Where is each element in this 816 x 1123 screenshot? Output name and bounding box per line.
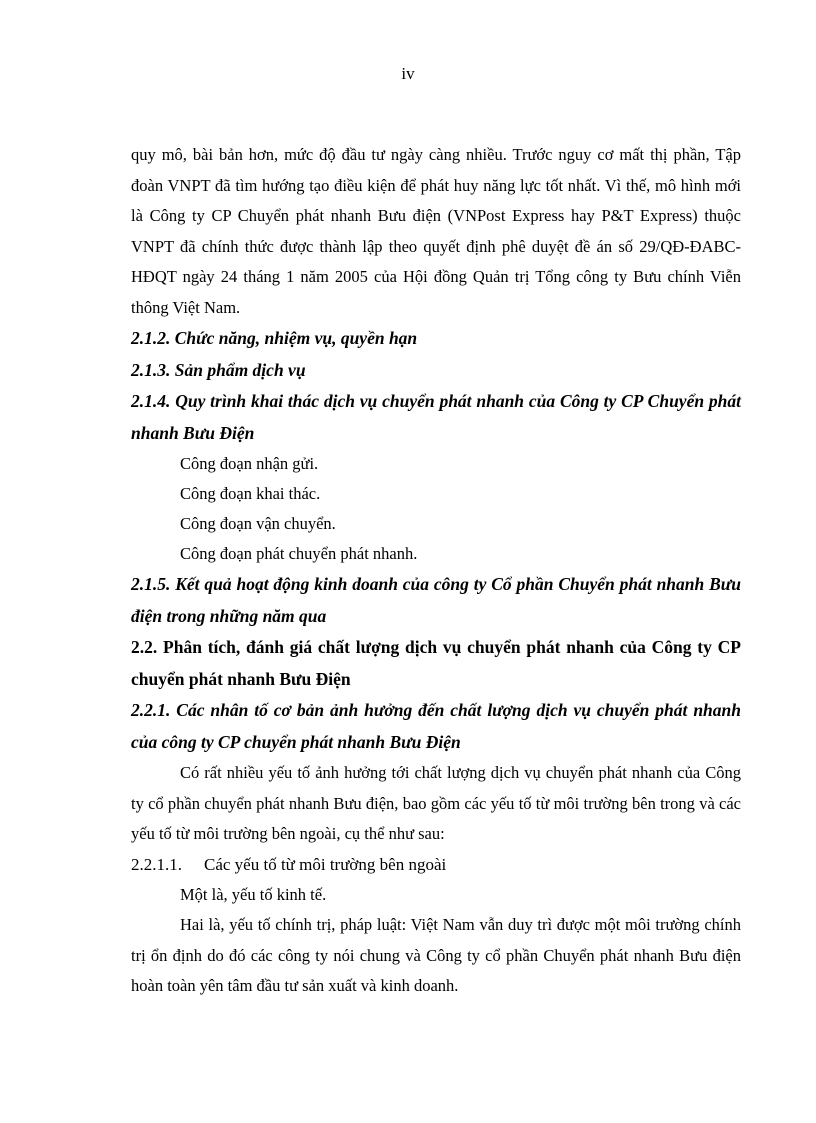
heading-2-2-1-1-title: Các yếu tố từ môi trường bên ngoài — [204, 854, 447, 874]
heading-2-1-4: 2.1.4. Quy trình khai thác dịch vụ chuyển phát nhanh của Công ty CP Chuyển phát nhanh Bưu Điện — [131, 391, 741, 443]
factors-paragraph: Có rất nhiều yếu tố ảnh hưởng tới chất lượng dịch vụ chuyển phát nhanh của Công ty cổ phần chuyển phát nhanh Bưu điện, bao gồm các yếu tố từ môi trường bên trong và các yếu tố từ môi trường bên ngoài, cụ thể như sau: — [131, 763, 741, 843]
heading-2-1-2: 2.1.2. Chức năng, nhiệm vụ, quyền hạn — [131, 328, 418, 348]
factor-two: Hai là, yếu tố chính trị, pháp luật: Việt Nam vẫn duy trì được một môi trường chính trị ổn định do đó các công ty nói chung và Công ty cổ phần Chuyển phát nhanh Bưu điện hoàn toàn yên tâm đầu tư sản xuất và kinh doanh. — [131, 915, 741, 995]
stage-item: Công đoạn vận chuyển. — [180, 514, 336, 533]
heading-2-2: 2.2. Phân tích, đánh giá chất lượng dịch vụ chuyển phát nhanh của Công ty CP chuyển phát nhanh Bưu Điện — [131, 637, 741, 689]
stage-item: Công đoạn khai thác. — [180, 484, 321, 503]
heading-2-2-1-1-number: 2.2.1.1. — [131, 854, 182, 874]
stage-item: Công đoạn phát chuyển phát nhanh. — [180, 544, 418, 563]
page-number: iv — [401, 64, 415, 83]
heading-2-1-3: 2.1.3. Sản phẩm dịch vụ — [131, 359, 306, 380]
heading-2-1-5: 2.1.5. Kết quả hoạt động kinh doanh của công ty Cổ phần Chuyển phát nhanh Bưu điện trong những năm qua — [131, 574, 741, 626]
heading-2-2-1: 2.2.1. Các nhân tố cơ bản ảnh hưởng đến chất lượng dịch vụ chuyển phát nhanh của công ty CP chuyển phát nhanh Bưu Điện — [131, 700, 741, 752]
intro-paragraph: quy mô, bài bản hơn, mức độ đầu tư ngày càng nhiều. Trước nguy cơ mất thị phần, Tập đoàn VNPT đã tìm hướng tạo điều kiện để phát huy năng lực tốt nhất. Vì thế, mô hình mới là Công ty CP Chuyển phát nhanh Bưu điện (VNPost Express hay P&T Express) thuộc VNPT đã chính thức được thành lập theo quyết định phê duyệt đề án số 29/QĐ-ĐABC-HĐQT ngày 24 tháng 1 năm 2005 của Hội đồng Quản trị Tổng công ty Bưu chính Viễn thông Việt Nam. — [131, 145, 741, 317]
page-body — [131, 140, 741, 1002]
factor-one: Một là, yếu tố kinh tế. — [180, 884, 327, 904]
stage-item: Công đoạn nhận gửi. — [180, 454, 319, 473]
heading-2-2-1-1 — [131, 850, 741, 880]
